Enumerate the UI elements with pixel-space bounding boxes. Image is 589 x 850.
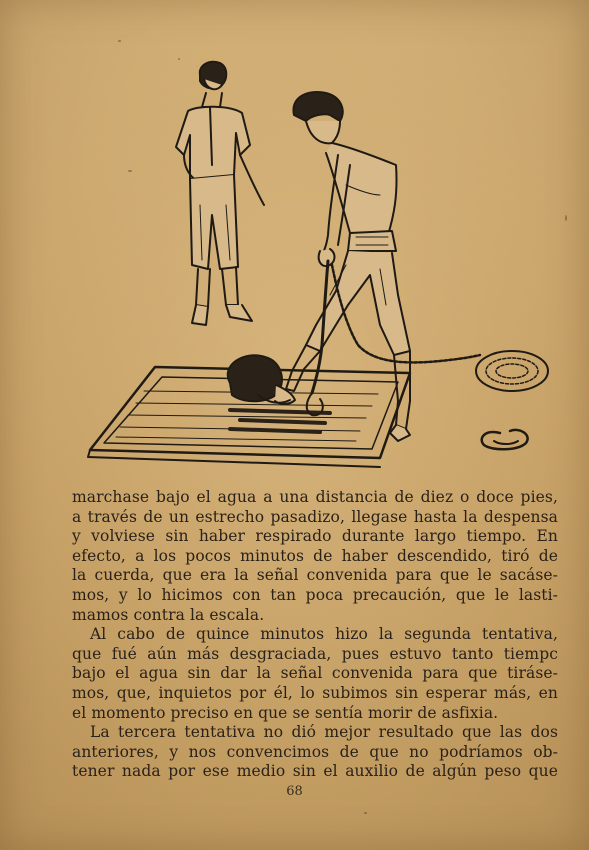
text-line: la cuerda, que era la señal convenida para que le sacáse- [72,566,558,585]
text-line: que fué aún más desgraciada, pues estuvo tanto tiempc [72,644,558,663]
text-line: mos, que, inquietos por él, lo subimos sin esperar más, en [72,683,558,702]
figure-standing-left [176,62,264,325]
text-line: mamos contra la escala. [72,605,265,624]
paper-speck [118,40,121,42]
text-line: efecto, a los pocos minutos de haber descendido, tiró de [72,546,558,565]
text-line: mos, y lo hicimos con tan poca precaución, que le lasti- [72,585,558,604]
paper-speck [565,215,567,221]
text-line: marchase bajo el agua a una distancia de diez o doce pies, [72,488,558,506]
text-line: y volviese sin haber respirado durante largo tiempo. En [72,527,558,546]
paragraph [72,488,558,625]
body-text [72,488,558,782]
iron-ring [482,430,528,449]
paper-speck [128,170,132,172]
paragraph [72,723,558,782]
text-line: tener nada por ese medio sin el auxilio de algún peso que [72,762,558,781]
text-line: bajo el agua sin dar la señal convenida para que tiráse- [72,664,558,683]
text-line: La tercera tentativa no dió mejor resultado que las dos [90,723,558,742]
text-line: el momento preciso en que se sentía morir de asfixia. [72,703,499,722]
paragraph [72,625,558,723]
page-number: 68 [286,784,303,799]
illustration-diving-scene [80,55,550,480]
figure-holding-rope [286,92,410,441]
text-line: Al cabo de quince minutos hizo la segunda tentativa, [90,625,558,644]
text-line: anteriores, y nos convencimos de que no podríamos ob- [72,742,558,761]
text-line: a través de un estrecho pasadizo, llegase hasta la despensa [72,507,558,526]
paper-speck [364,812,367,814]
paper-speck [178,58,180,60]
